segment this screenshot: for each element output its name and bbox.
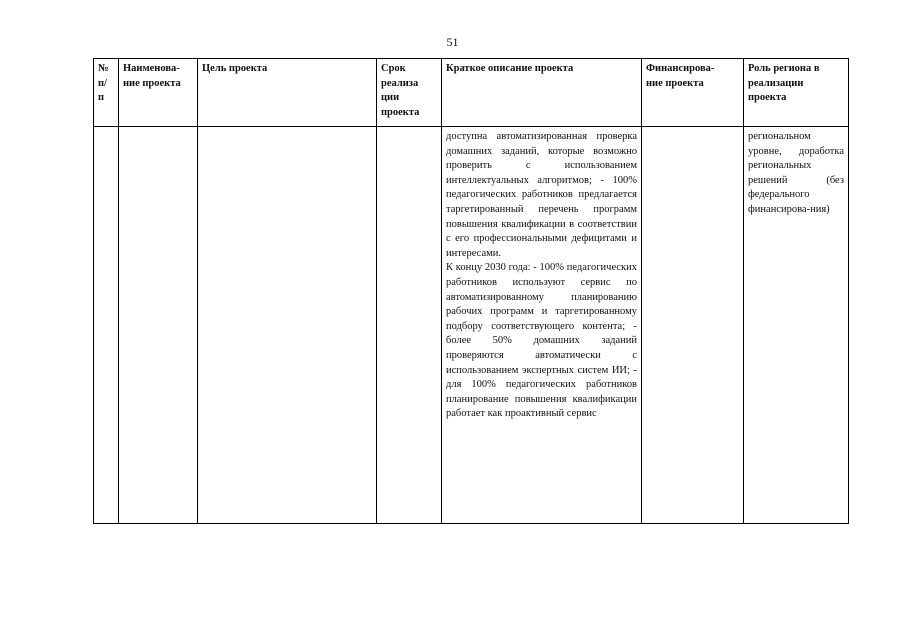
header-goal-line: Цель проекта bbox=[202, 63, 268, 74]
header-term-line: Срок bbox=[381, 63, 406, 74]
header-role-line: реализации bbox=[748, 77, 804, 89]
header-role-line: проекта bbox=[748, 92, 787, 104]
description-paragraph: К концу 2030 года: - 100% педагогических работников используют сервис по автоматизированному планированию рабочих программ и таргетированному подбору соответствующего контента; - более 50% домашних заданий проверяются автоматически с использованием экспертных систем ИИ; - для 100% педагогических работников планирование повышения квалификации работает как проактивный сервис bbox=[446, 262, 637, 420]
header-goal bbox=[198, 59, 377, 127]
cell-description bbox=[442, 127, 642, 524]
header-num bbox=[94, 59, 119, 127]
header-financing-line: Финансирова- bbox=[646, 63, 715, 74]
header-term-line: реализа bbox=[381, 77, 419, 89]
header-financing-line: ние проекта bbox=[646, 77, 704, 89]
cell-role: региональном уровне, доработка региональных решений (без федерального финансирова-ния) bbox=[744, 127, 849, 524]
description-paragraph: доступна автоматизированная проверка домашних заданий, которые возможно проверить с использованием интеллектуальных алгоритмов; - 100% педагогических работников предлагается таргетированный перечень программ повышения квалификации в соответствии с его профессиональными дефицитами и интересами. bbox=[446, 131, 637, 259]
cell-financing bbox=[642, 127, 744, 524]
cell-goal bbox=[198, 127, 377, 524]
header-name-line: Наименова- bbox=[123, 63, 180, 74]
header-term-line: проекта bbox=[381, 106, 420, 118]
header-description bbox=[442, 59, 642, 127]
header-role-line: Роль региона в bbox=[748, 63, 820, 74]
header-name bbox=[119, 59, 198, 127]
header-financing bbox=[642, 59, 744, 127]
project-table bbox=[93, 58, 849, 524]
page-number: 51 bbox=[446, 35, 459, 49]
header-role bbox=[744, 59, 849, 127]
header-name-line: ние проекта bbox=[123, 77, 181, 89]
table-row bbox=[94, 127, 849, 524]
cell-term bbox=[377, 127, 442, 524]
header-num-line: п/ bbox=[98, 77, 107, 89]
header-term bbox=[377, 59, 442, 127]
header-num-line: № bbox=[98, 63, 109, 74]
cell-num bbox=[94, 127, 119, 524]
cell-name bbox=[119, 127, 198, 524]
header-description-line: Краткое описание проекта bbox=[446, 63, 574, 74]
header-num-line: п bbox=[98, 92, 105, 104]
header-row bbox=[94, 59, 849, 127]
header-term-line: ции bbox=[381, 92, 400, 104]
